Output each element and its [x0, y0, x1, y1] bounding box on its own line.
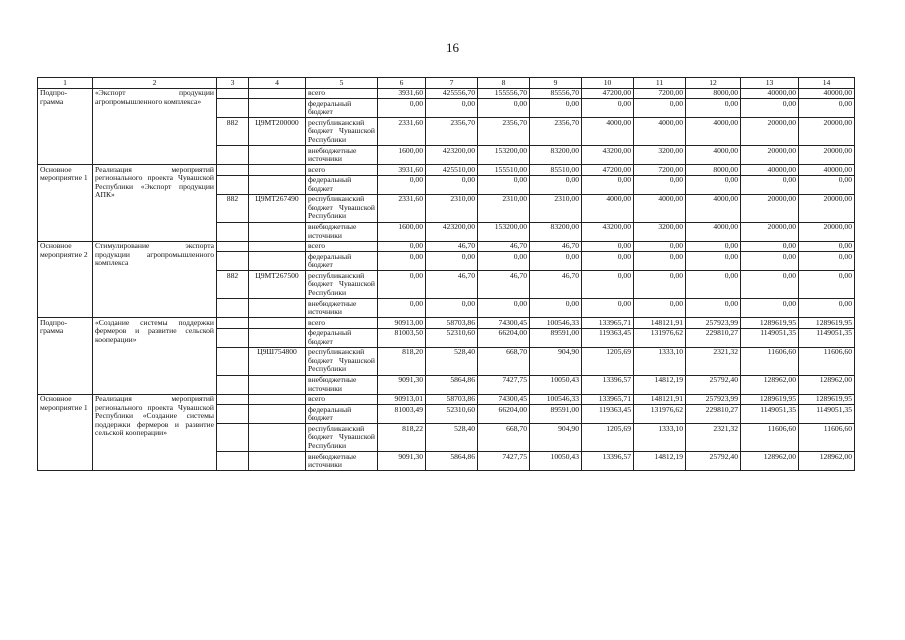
amount-cell: 74300,45 — [478, 394, 530, 405]
amount-cell: 81003,49 — [378, 405, 426, 424]
amount-cell: 0,00 — [741, 99, 799, 118]
program-name-cell: «Экспорт продукции агропромышленного комплекса» — [93, 88, 217, 165]
amount-cell: 128962,00 — [799, 375, 855, 394]
program-name-cell: «Создание системы поддержки фермеров и развитие сельской кооперации» — [93, 318, 217, 395]
amount-cell: 11606,60 — [799, 347, 855, 375]
amount-cell: 0,00 — [378, 299, 426, 318]
amount-cell: 528,40 — [426, 347, 478, 375]
grbs-code-cell — [217, 146, 249, 165]
amount-cell: 0,00 — [741, 175, 799, 194]
amount-cell: 0,00 — [426, 299, 478, 318]
amount-cell: 0,00 — [426, 175, 478, 194]
amount-cell: 7200,00 — [634, 165, 686, 176]
amount-cell: 2310,00 — [426, 194, 478, 222]
amount-cell: 423200,00 — [426, 222, 478, 241]
amount-cell: 0,00 — [478, 299, 530, 318]
amount-cell: 2331,60 — [378, 194, 426, 222]
grbs-code-cell — [217, 424, 249, 452]
page-number: 16 — [446, 40, 459, 55]
funding-source-cell: республиканский бюджет Чувашской Республики — [306, 347, 378, 375]
amount-cell: 89591,00 — [530, 328, 582, 347]
amount-cell: 904,90 — [530, 347, 582, 375]
amount-cell: 0,00 — [478, 175, 530, 194]
amount-cell: 66204,00 — [478, 405, 530, 424]
amount-cell: 3931,60 — [378, 88, 426, 99]
grbs-code-cell — [217, 241, 249, 252]
grbs-code-cell — [217, 347, 249, 375]
amount-cell: 0,00 — [582, 252, 634, 271]
program-type-cell: Основное мероприятие 1 — [38, 165, 93, 242]
funding-source-cell: республиканский бюджет Чувашской Республики — [306, 424, 378, 452]
amount-cell: 1149051,35 — [741, 405, 799, 424]
grbs-code-cell — [217, 318, 249, 329]
amount-cell: 40000,00 — [741, 165, 799, 176]
amount-cell: 8000,00 — [686, 165, 741, 176]
amount-cell: 0,00 — [426, 99, 478, 118]
table-body — [38, 88, 855, 471]
amount-cell: 2321,32 — [686, 424, 741, 452]
funding-source-cell: республиканский бюджет Чувашской Республики — [306, 118, 378, 146]
amount-cell: 0,00 — [530, 252, 582, 271]
kbk-code-cell — [249, 146, 306, 165]
amount-cell: 46,70 — [478, 271, 530, 299]
amount-cell: 40000,00 — [741, 88, 799, 99]
amount-cell: 155510,00 — [478, 165, 530, 176]
amount-cell: 425510,00 — [426, 165, 478, 176]
amount-cell: 20000,00 — [799, 118, 855, 146]
amount-cell: 20000,00 — [741, 194, 799, 222]
kbk-code-cell — [249, 165, 306, 176]
amount-cell: 89591,00 — [530, 405, 582, 424]
amount-cell: 100546,33 — [530, 394, 582, 405]
amount-cell: 0,00 — [686, 252, 741, 271]
amount-cell: 81003,50 — [378, 328, 426, 347]
grbs-code-cell — [217, 299, 249, 318]
amount-cell: 40000,00 — [799, 88, 855, 99]
funding-source-cell: внебюджетные источники — [306, 452, 378, 471]
col-header: 4 — [249, 78, 306, 89]
funding-source-cell: внебюджетные источники — [306, 146, 378, 165]
amount-cell: 13396,57 — [582, 452, 634, 471]
funding-source-cell: всего — [306, 318, 378, 329]
amount-cell: 1289619,95 — [741, 394, 799, 405]
col-header: 9 — [530, 78, 582, 89]
amount-cell: 2356,70 — [426, 118, 478, 146]
kbk-code-cell — [249, 452, 306, 471]
amount-cell: 133965,71 — [582, 318, 634, 329]
amount-cell: 0,00 — [799, 299, 855, 318]
amount-cell: 0,00 — [686, 299, 741, 318]
table-row — [38, 88, 855, 99]
funding-source-cell: внебюджетные источники — [306, 299, 378, 318]
amount-cell: 0,00 — [741, 299, 799, 318]
amount-cell: 11606,60 — [799, 424, 855, 452]
amount-cell: 668,70 — [478, 424, 530, 452]
funding-source-cell: республиканский бюджет Чувашской Республики — [306, 194, 378, 222]
grbs-code-cell — [217, 394, 249, 405]
amount-cell: 0,00 — [799, 175, 855, 194]
kbk-code-cell — [249, 394, 306, 405]
amount-cell: 0,00 — [634, 299, 686, 318]
amount-cell: 4000,00 — [686, 146, 741, 165]
amount-cell: 4000,00 — [686, 222, 741, 241]
kbk-code-cell: Ц9Ш754800 — [249, 347, 306, 375]
kbk-code-cell: Ц9МТ267490 — [249, 194, 306, 222]
amount-cell: 85510,00 — [530, 165, 582, 176]
grbs-code-cell — [217, 375, 249, 394]
amount-cell: 0,00 — [426, 252, 478, 271]
table-row — [38, 394, 855, 405]
amount-cell: 58703,86 — [426, 318, 478, 329]
amount-cell: 83200,00 — [530, 222, 582, 241]
table-row — [38, 318, 855, 329]
amount-cell: 904,90 — [530, 424, 582, 452]
amount-cell: 119363,45 — [582, 328, 634, 347]
amount-cell: 0,00 — [582, 175, 634, 194]
amount-cell: 128962,00 — [741, 452, 799, 471]
amount-cell: 46,70 — [426, 241, 478, 252]
amount-cell: 46,70 — [426, 271, 478, 299]
amount-cell: 1149051,35 — [799, 328, 855, 347]
amount-cell: 52310,60 — [426, 328, 478, 347]
amount-cell: 4000,00 — [634, 118, 686, 146]
col-header: 10 — [582, 78, 634, 89]
grbs-code-cell — [217, 328, 249, 347]
amount-cell: 148121,91 — [634, 318, 686, 329]
col-header: 7 — [426, 78, 478, 89]
amount-cell: 0,00 — [530, 99, 582, 118]
amount-cell: 0,00 — [634, 175, 686, 194]
amount-cell: 0,00 — [378, 252, 426, 271]
amount-cell: 1333,10 — [634, 424, 686, 452]
amount-cell: 66204,00 — [478, 328, 530, 347]
amount-cell: 2321,32 — [686, 347, 741, 375]
col-header: 2 — [93, 78, 217, 89]
amount-cell: 58703,86 — [426, 394, 478, 405]
amount-cell: 818,22 — [378, 424, 426, 452]
amount-cell: 20000,00 — [799, 194, 855, 222]
amount-cell: 85556,70 — [530, 88, 582, 99]
kbk-code-cell — [249, 241, 306, 252]
amount-cell: 1333,10 — [634, 347, 686, 375]
col-header: 6 — [378, 78, 426, 89]
amount-cell: 0,00 — [378, 271, 426, 299]
col-header: 1 — [38, 78, 93, 89]
amount-cell: 423200,00 — [426, 146, 478, 165]
amount-cell: 1289619,95 — [799, 394, 855, 405]
amount-cell: 46,70 — [530, 271, 582, 299]
funding-source-cell: всего — [306, 394, 378, 405]
funding-source-cell: федеральный бюджет — [306, 99, 378, 118]
col-header: 13 — [741, 78, 799, 89]
grbs-code-cell — [217, 99, 249, 118]
col-header: 11 — [634, 78, 686, 89]
amount-cell: 425556,70 — [426, 88, 478, 99]
amount-cell: 0,00 — [634, 99, 686, 118]
amount-cell: 3931,60 — [378, 165, 426, 176]
amount-cell: 2310,00 — [478, 194, 530, 222]
grbs-code-cell — [217, 452, 249, 471]
header-row — [38, 78, 855, 89]
amount-cell: 0,00 — [582, 241, 634, 252]
grbs-code-cell — [217, 175, 249, 194]
amount-cell: 20000,00 — [741, 118, 799, 146]
amount-cell: 0,00 — [686, 241, 741, 252]
funding-source-cell: республиканский бюджет Чувашской Республики — [306, 271, 378, 299]
amount-cell: 46,70 — [530, 241, 582, 252]
amount-cell: 9091,30 — [378, 375, 426, 394]
amount-cell: 0,00 — [799, 252, 855, 271]
amount-cell: 1205,69 — [582, 347, 634, 375]
kbk-code-cell — [249, 318, 306, 329]
kbk-code-cell — [249, 375, 306, 394]
amount-cell: 2356,70 — [530, 118, 582, 146]
amount-cell: 13396,57 — [582, 375, 634, 394]
amount-cell: 0,00 — [478, 252, 530, 271]
amount-cell: 131976,62 — [634, 405, 686, 424]
kbk-code-cell — [249, 405, 306, 424]
amount-cell: 528,40 — [426, 424, 478, 452]
grbs-code-cell — [217, 405, 249, 424]
amount-cell: 0,00 — [741, 252, 799, 271]
kbk-code-cell — [249, 222, 306, 241]
amount-cell: 1600,00 — [378, 146, 426, 165]
amount-cell: 2356,70 — [478, 118, 530, 146]
amount-cell: 4000,00 — [634, 194, 686, 222]
funding-source-cell: всего — [306, 165, 378, 176]
amount-cell: 5864,86 — [426, 452, 478, 471]
amount-cell: 133965,71 — [582, 394, 634, 405]
amount-cell: 14812,19 — [634, 452, 686, 471]
amount-cell: 7427,75 — [478, 375, 530, 394]
amount-cell: 10050,43 — [530, 375, 582, 394]
amount-cell: 7427,75 — [478, 452, 530, 471]
amount-cell: 4000,00 — [686, 118, 741, 146]
amount-cell: 668,70 — [478, 347, 530, 375]
grbs-code-cell — [217, 222, 249, 241]
amount-cell: 20000,00 — [799, 222, 855, 241]
col-header: 8 — [478, 78, 530, 89]
program-name-cell: Реализация мероприятий регионального проекта Чувашской Республики «Экспорт продукции АПК» — [93, 165, 217, 242]
amount-cell: 0,00 — [799, 241, 855, 252]
kbk-code-cell: Ц9МТ200000 — [249, 118, 306, 146]
amount-cell: 4000,00 — [582, 194, 634, 222]
amount-cell: 3200,00 — [634, 222, 686, 241]
amount-cell: 0,00 — [478, 99, 530, 118]
funding-source-cell: всего — [306, 241, 378, 252]
amount-cell: 119363,45 — [582, 405, 634, 424]
amount-cell: 131976,62 — [634, 328, 686, 347]
program-name-cell: Реализация мероприятий регионального проекта Чувашской Республики «Создание системы поддержки фермеров и развитие сельской кооперации» — [93, 394, 217, 471]
amount-cell: 1289619,95 — [799, 318, 855, 329]
grbs-code-cell — [217, 165, 249, 176]
budget-table — [37, 77, 855, 471]
kbk-code-cell — [249, 252, 306, 271]
col-header: 3 — [217, 78, 249, 89]
amount-cell: 20000,00 — [741, 222, 799, 241]
amount-cell: 1289619,95 — [741, 318, 799, 329]
grbs-code-cell — [217, 88, 249, 99]
amount-cell: 128962,00 — [799, 452, 855, 471]
kbk-code-cell: Ц9МТ267500 — [249, 271, 306, 299]
program-name-cell: Стимулирование экспорта продукции агропромышленного комплекса — [93, 241, 217, 318]
amount-cell: 1149051,35 — [741, 328, 799, 347]
amount-cell: 153200,00 — [478, 146, 530, 165]
amount-cell: 148121,91 — [634, 394, 686, 405]
amount-cell: 0,00 — [686, 175, 741, 194]
kbk-code-cell — [249, 299, 306, 318]
amount-cell: 0,00 — [530, 175, 582, 194]
amount-cell: 0,00 — [378, 175, 426, 194]
amount-cell: 0,00 — [634, 241, 686, 252]
amount-cell: 229810,27 — [686, 405, 741, 424]
amount-cell: 818,20 — [378, 347, 426, 375]
amount-cell: 8000,00 — [686, 88, 741, 99]
col-header: 14 — [799, 78, 855, 89]
amount-cell: 0,00 — [686, 271, 741, 299]
amount-cell: 43200,00 — [582, 222, 634, 241]
grbs-code-cell — [217, 252, 249, 271]
amount-cell: 25792,40 — [686, 452, 741, 471]
amount-cell: 14812,19 — [634, 375, 686, 394]
amount-cell: 155556,70 — [478, 88, 530, 99]
grbs-code-cell: 882 — [217, 118, 249, 146]
kbk-code-cell — [249, 328, 306, 347]
amount-cell: 0,00 — [634, 252, 686, 271]
amount-cell: 4000,00 — [582, 118, 634, 146]
amount-cell: 5864,86 — [426, 375, 478, 394]
amount-cell: 257923,99 — [686, 394, 741, 405]
amount-cell: 83200,00 — [530, 146, 582, 165]
amount-cell: 74300,45 — [478, 318, 530, 329]
amount-cell: 1600,00 — [378, 222, 426, 241]
amount-cell: 9091,30 — [378, 452, 426, 471]
amount-cell: 90913,01 — [378, 394, 426, 405]
col-header: 5 — [306, 78, 378, 89]
amount-cell: 0,00 — [634, 271, 686, 299]
funding-source-cell: всего — [306, 88, 378, 99]
funding-source-cell: федеральный бюджет — [306, 252, 378, 271]
program-type-cell: Подпро-грамма — [38, 88, 93, 165]
amount-cell: 0,00 — [799, 99, 855, 118]
kbk-code-cell — [249, 424, 306, 452]
amount-cell: 7200,00 — [634, 88, 686, 99]
amount-cell: 11606,60 — [741, 347, 799, 375]
funding-source-cell: федеральный бюджет — [306, 328, 378, 347]
amount-cell: 0,00 — [799, 271, 855, 299]
amount-cell: 90913,00 — [378, 318, 426, 329]
amount-cell: 40000,00 — [799, 165, 855, 176]
table-row — [38, 241, 855, 252]
amount-cell: 11606,60 — [741, 424, 799, 452]
amount-cell: 153200,00 — [478, 222, 530, 241]
amount-cell: 46,70 — [478, 241, 530, 252]
amount-cell: 4000,00 — [686, 194, 741, 222]
amount-cell: 0,00 — [741, 241, 799, 252]
amount-cell: 10050,43 — [530, 452, 582, 471]
program-type-cell: Основное мероприятие 1 — [38, 394, 93, 471]
amount-cell: 0,00 — [378, 241, 426, 252]
amount-cell: 3200,00 — [634, 146, 686, 165]
funding-source-cell: внебюджетные источники — [306, 222, 378, 241]
funding-source-cell: внебюджетные источники — [306, 375, 378, 394]
amount-cell: 0,00 — [582, 299, 634, 318]
amount-cell: 0,00 — [378, 99, 426, 118]
grbs-code-cell: 882 — [217, 271, 249, 299]
amount-cell: 0,00 — [530, 299, 582, 318]
amount-cell: 0,00 — [741, 271, 799, 299]
amount-cell: 43200,00 — [582, 146, 634, 165]
amount-cell: 0,00 — [686, 99, 741, 118]
amount-cell: 0,00 — [582, 271, 634, 299]
amount-cell: 229810,27 — [686, 328, 741, 347]
kbk-code-cell — [249, 88, 306, 99]
program-type-cell: Подпро-грамма — [38, 318, 93, 395]
amount-cell: 25792,40 — [686, 375, 741, 394]
amount-cell: 1149051,35 — [799, 405, 855, 424]
col-header: 12 — [686, 78, 741, 89]
amount-cell: 2331,60 — [378, 118, 426, 146]
table-row — [38, 165, 855, 176]
kbk-code-cell — [249, 99, 306, 118]
amount-cell: 257923,99 — [686, 318, 741, 329]
amount-cell: 47200,00 — [582, 88, 634, 99]
amount-cell: 20000,00 — [799, 146, 855, 165]
amount-cell: 100546,33 — [530, 318, 582, 329]
kbk-code-cell — [249, 175, 306, 194]
amount-cell: 128962,00 — [741, 375, 799, 394]
grbs-code-cell: 882 — [217, 194, 249, 222]
amount-cell: 52310,60 — [426, 405, 478, 424]
program-type-cell: Основное мероприятие 2 — [38, 241, 93, 318]
funding-source-cell: федеральный бюджет — [306, 175, 378, 194]
amount-cell: 2310,00 — [530, 194, 582, 222]
amount-cell: 1205,69 — [582, 424, 634, 452]
funding-source-cell: федеральный бюджет — [306, 405, 378, 424]
amount-cell: 47200,00 — [582, 165, 634, 176]
amount-cell: 20000,00 — [741, 146, 799, 165]
amount-cell: 0,00 — [582, 99, 634, 118]
